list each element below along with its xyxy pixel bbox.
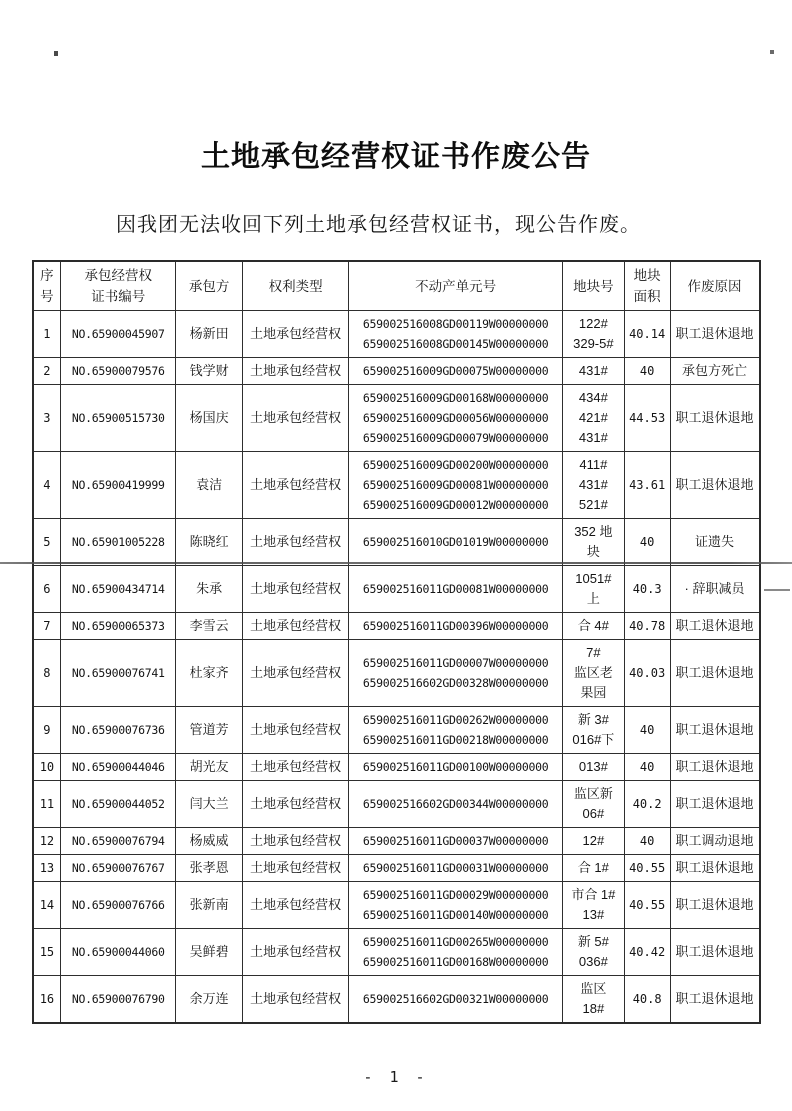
cell-plot-no: 431# — [562, 358, 624, 385]
cell-plot-no: 1051# 上 — [562, 566, 624, 613]
page-title: 土地承包经营权证书作废公告 — [200, 141, 591, 173]
cell-contractor: 胡光友 — [176, 754, 243, 781]
cell-cert-no: NO.65900044052 — [61, 781, 176, 828]
cell-seq: 5 — [33, 519, 61, 566]
table-row — [33, 855, 760, 882]
cell-unit-no: 659002516011GD00029W00000000 659002516011GD00140W00000000 — [349, 882, 563, 929]
cell-reason: 职工退休退地 — [670, 976, 759, 1024]
table-row — [33, 640, 760, 707]
cell-contractor: 陈晓红 — [176, 519, 243, 566]
cell-area: 40.55 — [624, 882, 670, 929]
cell-unit-no: 659002516602GD00321W00000000 — [349, 976, 563, 1024]
cell-contractor: 张新南 — [176, 882, 243, 929]
table-row — [33, 828, 760, 855]
cell-cert-no: NO.65900515730 — [61, 385, 176, 452]
cell-cert-no: NO.65900079576 — [61, 358, 176, 385]
cell-area: 40.3 — [624, 566, 670, 613]
cell-seq: 6 — [33, 566, 61, 613]
table-row — [33, 976, 760, 1024]
cell-right-type: 土地承包经营权 — [243, 929, 349, 976]
cell-unit-no: 659002516011GD00396W00000000 — [349, 613, 563, 640]
cell-unit-no: 659002516009GD00075W00000000 — [349, 358, 563, 385]
cell-seq: 13 — [33, 855, 61, 882]
table-row — [33, 385, 760, 452]
cell-reason: 职工退休退地 — [670, 929, 759, 976]
cell-contractor: 杨新田 — [176, 311, 243, 358]
cell-cert-no: NO.65900076794 — [61, 828, 176, 855]
cell-reason: 职工退休退地 — [670, 613, 759, 640]
cell-seq: 7 — [33, 613, 61, 640]
cell-cert-no: NO.65900044046 — [61, 754, 176, 781]
cell-area: 40.8 — [624, 976, 670, 1024]
cell-cert-no: NO.65900434714 — [61, 566, 176, 613]
cell-seq: 1 — [33, 311, 61, 358]
cell-contractor: 闫大兰 — [176, 781, 243, 828]
header-cell: 序 号 — [33, 261, 61, 311]
cell-area: 40.2 — [624, 781, 670, 828]
cell-unit-no: 659002516010GD01019W00000000 — [349, 519, 563, 566]
cell-contractor: 管道芳 — [176, 707, 243, 754]
cell-plot-no: 12# — [562, 828, 624, 855]
cell-cert-no: NO.65901005228 — [61, 519, 176, 566]
header-cell: 权利类型 — [243, 261, 349, 311]
cell-right-type: 土地承包经营权 — [243, 385, 349, 452]
table-row — [33, 882, 760, 929]
cell-right-type: 土地承包经营权 — [243, 781, 349, 828]
cell-cert-no: NO.65900076790 — [61, 976, 176, 1024]
cell-seq: 2 — [33, 358, 61, 385]
cell-area: 40.14 — [624, 311, 670, 358]
header-cell: 承包方 — [176, 261, 243, 311]
table-body — [33, 311, 760, 1024]
cell-plot-no: 监区新 06# — [562, 781, 624, 828]
cell-seq: 12 — [33, 828, 61, 855]
table-row — [33, 452, 760, 519]
table-row — [33, 707, 760, 754]
cell-unit-no: 659002516602GD00344W00000000 — [349, 781, 563, 828]
cell-contractor: 李雪云 — [176, 613, 243, 640]
cancellation-table — [32, 260, 761, 1024]
table-row — [33, 566, 760, 613]
intro-text: 因我团无法收回下列土地承包经营权证书，现公告作废。 — [116, 214, 641, 236]
cell-plot-no: 013# — [562, 754, 624, 781]
cell-right-type: 土地承包经营权 — [243, 882, 349, 929]
cell-reason: 职工退休退地 — [670, 640, 759, 707]
header-cell: 地块号 — [562, 261, 624, 311]
table-header-row — [33, 261, 760, 311]
cell-right-type: 土地承包经营权 — [243, 613, 349, 640]
cell-plot-no: 新 3# 016#下 — [562, 707, 624, 754]
cell-area: 40.55 — [624, 855, 670, 882]
cell-seq: 9 — [33, 707, 61, 754]
page-number: - 1 - — [363, 1068, 429, 1086]
cell-contractor: 杜家齐 — [176, 640, 243, 707]
cell-reason: 职工退休退地 — [670, 452, 759, 519]
cell-unit-no: 659002516011GD00031W00000000 — [349, 855, 563, 882]
table-row — [33, 358, 760, 385]
cell-area: 44.53 — [624, 385, 670, 452]
header-row — [33, 261, 760, 311]
cell-area: 40.78 — [624, 613, 670, 640]
cell-unit-no: 659002516008GD00119W00000000 659002516008GD00145W00000000 — [349, 311, 563, 358]
cell-right-type: 土地承包经营权 — [243, 452, 349, 519]
cell-reason: 职工退休退地 — [670, 882, 759, 929]
cell-unit-no: 659002516011GD00265W00000000 659002516011GD00168W00000000 — [349, 929, 563, 976]
cell-reason: 承包方死亡 — [670, 358, 759, 385]
cell-plot-no: 122# 329-5# — [562, 311, 624, 358]
header-cell: 作废原因 — [670, 261, 759, 311]
cell-reason: 职工退休退地 — [670, 754, 759, 781]
cell-unit-no: 659002516011GD00037W00000000 — [349, 828, 563, 855]
cell-right-type: 土地承包经营权 — [243, 855, 349, 882]
cell-reason: 证遗失 — [670, 519, 759, 566]
cell-cert-no: NO.65900076736 — [61, 707, 176, 754]
cell-contractor: 余万连 — [176, 976, 243, 1024]
cell-contractor: 朱承 — [176, 566, 243, 613]
cell-unit-no: 659002516009GD00168W00000000 659002516009GD00056W00000000 659002516009GD00079W00000000 — [349, 385, 563, 452]
cell-reason: 职工退休退地 — [670, 781, 759, 828]
cell-plot-no: 7# 监区老 果园 — [562, 640, 624, 707]
cell-cert-no: NO.65900076767 — [61, 855, 176, 882]
cell-plot-no: 监区 18# — [562, 976, 624, 1024]
cell-plot-no: 434# 421# 431# — [562, 385, 624, 452]
cell-right-type: 土地承包经营权 — [243, 828, 349, 855]
cell-contractor: 袁洁 — [176, 452, 243, 519]
cell-cert-no: NO.65900076766 — [61, 882, 176, 929]
cell-seq: 16 — [33, 976, 61, 1024]
cell-area: 43.61 — [624, 452, 670, 519]
header-cell: 地块 面积 — [624, 261, 670, 311]
table-row — [33, 311, 760, 358]
cell-cert-no: NO.65900076741 — [61, 640, 176, 707]
cell-plot-no: 市合 1# 13# — [562, 882, 624, 929]
scan-dash-artifact — [764, 589, 790, 591]
cell-area: 40.42 — [624, 929, 670, 976]
cell-right-type: 土地承包经营权 — [243, 566, 349, 613]
cell-unit-no: 659002516011GD00100W00000000 — [349, 754, 563, 781]
cell-seq: 8 — [33, 640, 61, 707]
cell-contractor: 吴鲜碧 — [176, 929, 243, 976]
cell-right-type: 土地承包经营权 — [243, 707, 349, 754]
cell-reason: 职工退休退地 — [670, 707, 759, 754]
table-row — [33, 781, 760, 828]
cell-unit-no: 659002516011GD00081W00000000 — [349, 566, 563, 613]
cell-area: 40 — [624, 828, 670, 855]
cell-plot-no: 352 地 块 — [562, 519, 624, 566]
table-row — [33, 613, 760, 640]
cell-reason: · 辞职减员 — [670, 566, 759, 613]
cell-seq: 3 — [33, 385, 61, 452]
cell-plot-no: 新 5# 036# — [562, 929, 624, 976]
table-row — [33, 754, 760, 781]
cell-cert-no: NO.65900045907 — [61, 311, 176, 358]
cell-area: 40.03 — [624, 640, 670, 707]
cell-contractor: 杨威威 — [176, 828, 243, 855]
cell-seq: 15 — [33, 929, 61, 976]
cell-right-type: 土地承包经营权 — [243, 519, 349, 566]
cell-right-type: 土地承包经营权 — [243, 311, 349, 358]
cell-area: 40 — [624, 707, 670, 754]
cell-unit-no: 659002516009GD00200W00000000 659002516009GD00081W00000000 659002516009GD00012W00000000 — [349, 452, 563, 519]
table-row — [33, 519, 760, 566]
cell-contractor: 张孝恩 — [176, 855, 243, 882]
cell-seq: 14 — [33, 882, 61, 929]
cell-unit-no: 659002516011GD00007W00000000 659002516602GD00328W00000000 — [349, 640, 563, 707]
cell-contractor: 杨国庆 — [176, 385, 243, 452]
header-cell: 不动产单元号 — [349, 261, 563, 311]
cell-right-type: 土地承包经营权 — [243, 754, 349, 781]
cell-seq: 4 — [33, 452, 61, 519]
cell-contractor: 钱学财 — [176, 358, 243, 385]
cell-right-type: 土地承包经营权 — [243, 358, 349, 385]
table-row — [33, 929, 760, 976]
cell-seq: 11 — [33, 781, 61, 828]
cell-cert-no: NO.65900044060 — [61, 929, 176, 976]
cell-area: 40 — [624, 754, 670, 781]
cell-reason: 职工退休退地 — [670, 311, 759, 358]
cell-right-type: 土地承包经营权 — [243, 640, 349, 707]
header-cell: 承包经营权 证书编号 — [61, 261, 176, 311]
cell-cert-no: NO.65900419999 — [61, 452, 176, 519]
cell-reason: 职工退休退地 — [670, 855, 759, 882]
cell-unit-no: 659002516011GD00262W00000000 659002516011GD00218W00000000 — [349, 707, 563, 754]
cell-cert-no: NO.65900065373 — [61, 613, 176, 640]
cell-plot-no: 合 1# — [562, 855, 624, 882]
cell-right-type: 土地承包经营权 — [243, 976, 349, 1024]
cell-reason: 职工调动退地 — [670, 828, 759, 855]
cell-plot-no: 411# 431# 521# — [562, 452, 624, 519]
cell-area: 40 — [624, 358, 670, 385]
cell-seq: 10 — [33, 754, 61, 781]
cell-area: 40 — [624, 519, 670, 566]
cell-plot-no: 合 4# — [562, 613, 624, 640]
cell-reason: 职工退休退地 — [670, 385, 759, 452]
